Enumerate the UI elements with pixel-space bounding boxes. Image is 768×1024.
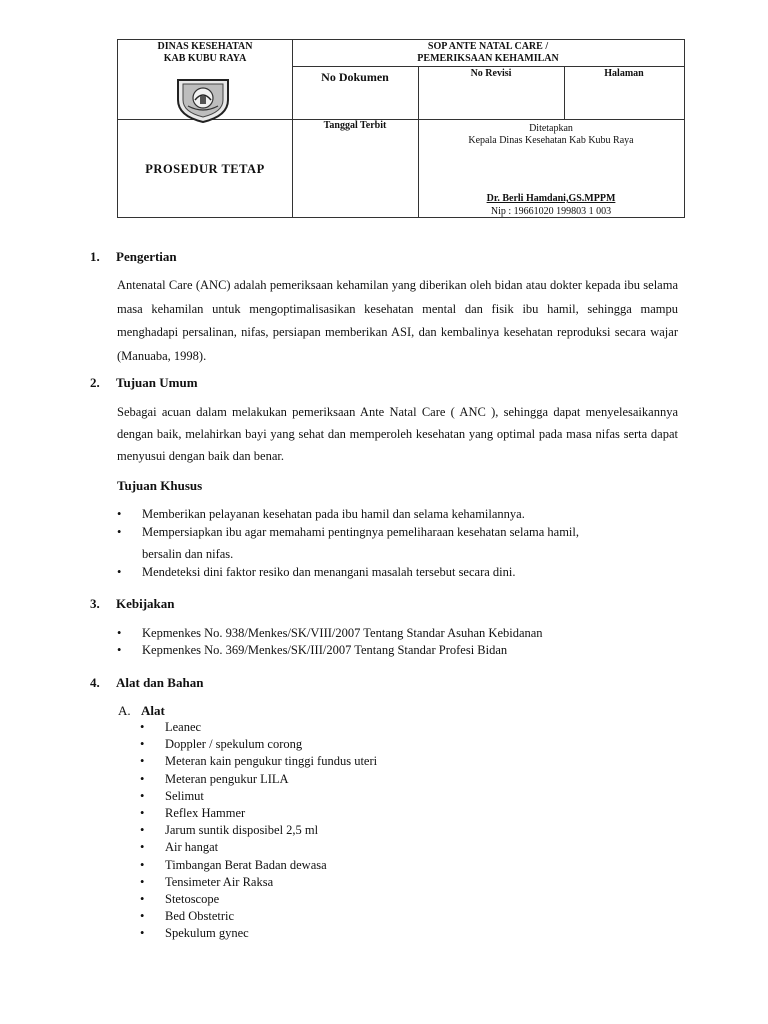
list-item-text: Air hangat (165, 840, 219, 855)
bullet-icon: • (117, 626, 122, 640)
section-title: Pengertian (116, 249, 177, 264)
agency-line2: KAB KUBU RAYA (163, 53, 247, 64)
bullet-icon: • (140, 874, 145, 889)
bullet-icon: • (140, 840, 145, 855)
section-1-heading (90, 249, 177, 265)
list-item-text: Bed Obstetric (165, 909, 235, 924)
kepala-dinas-label: Kepala Dinas Kesehatan Kab Kubu Raya (468, 135, 634, 146)
bullet-icon: • (117, 565, 122, 579)
section-title: Kebijakan (116, 596, 175, 611)
section-number: 4. (90, 675, 100, 690)
prosedur-tetap-label: PROSEDUR TETAP (145, 162, 265, 176)
tujuan-khusus-heading: Tujuan Khusus (117, 478, 203, 493)
list-item-text: Reflex Hammer (165, 806, 246, 820)
list-item-text: Doppler / spekulum corong (165, 737, 303, 752)
alat-subheading (118, 703, 165, 719)
section-2-heading (90, 375, 198, 391)
list-item-text: Leanec (165, 720, 202, 734)
tujuan-umum-paragraph: Sebagai acuan dalam melakukan pemeriksaan Ante Natal Care ( ANC ), sehingga dapat menyelesaikannya dengan baik, melahirkan bayi yang sehat dan memperoleh kesehatan yang optimal pada masa nifas serta dapat menyusui dengan baik dan benar. (117, 405, 678, 463)
bullet-icon: • (140, 737, 145, 752)
bullet-icon: • (140, 857, 145, 872)
section-title: Alat dan Bahan (116, 675, 204, 690)
halaman-label: Halaman (604, 68, 644, 79)
bullet-icon: • (140, 892, 145, 906)
section-number: 1. (90, 249, 100, 264)
bullet-icon: • (117, 643, 122, 657)
pengertian-paragraph: Antenatal Care (ANC) adalah pemeriksaan kehamilan yang diberikan oleh bidan atau dokter kepada ibu selama masa kehamilan untuk mengoptimalisasikan kesehatan mental dan fisik ibu hamil, sehingga mampu menghadapi persalinan, nifas, persiapan memberikan ASI, dan kembalinya kesehatan reproduksi secara wajar (Manuaba, 1998). (117, 278, 678, 363)
list-item-text: Timbangan Berat Badan dewasa (165, 857, 327, 872)
section-3-heading (90, 596, 175, 612)
bullet-icon: • (140, 720, 145, 734)
header-table (117, 39, 685, 218)
bullet-icon: • (140, 926, 145, 941)
list-item-text: Meteran pengukur LILA (165, 771, 289, 786)
bullet-icon: • (140, 909, 145, 924)
document-title-line2: PEMERIKSAAN KEHAMILAN (417, 53, 559, 64)
tanggal-terbit-label: Tanggal Terbit (323, 120, 387, 131)
bullet-icon: • (117, 525, 122, 539)
section-4-heading (90, 675, 203, 691)
no-revisi-label: No Revisi (470, 68, 512, 79)
alat-letter: A. (118, 703, 131, 718)
bullet-icon: • (140, 823, 145, 838)
section-number: 2. (90, 375, 100, 390)
kubu-raya-emblem-icon (174, 76, 232, 124)
section-title: Tujuan Umum (116, 375, 198, 390)
signatory-name: Dr. Berli Hamdani,GS.MPPM (486, 193, 616, 204)
agency-line1: DINAS KESEHATAN (157, 41, 253, 52)
list-item-text: Stetoscope (165, 892, 220, 906)
list-item-text: Spekulum gynec (165, 926, 249, 941)
list-item-text: Meteran kain pengukur tinggi fundus uteri (165, 754, 378, 769)
bullet-icon: • (140, 806, 145, 820)
list-item-text: Selimut (165, 788, 204, 803)
bullet-icon: • (140, 754, 145, 769)
list-item-text: Jarum suntik disposibel 2,5 ml (165, 823, 319, 838)
bullet-icon: • (140, 771, 145, 786)
ditetapkan-label: Ditetapkan (529, 123, 573, 134)
alat-title: Alat (141, 703, 165, 718)
signatory-nip: Nip : 19661020 199803 1 003 (490, 206, 612, 217)
document-page: DINAS KESEHATAN KAB KUBU RAYA SOP ANTE NATAL CARE / PEMERIKSAAN KEHAMILAN No Dokumen No Revisi Halaman PROSEDUR TETAP Tanggal Terbit Ditetapkan Kepala Dinas Kesehatan Kab Kubu Raya Dr. Berli Hamdani,GS.MPPM Nip : 19661020 199803 1 003 1. Pengertian Antenatal Care (ANC) adalah pemeriksaan kehamilan yang diberikan oleh bidan atau dokter kepada ibu selama masa kehamilan untuk mengoptimalisasikan kesehatan mental dan fisik ibu hamil, sehingga mampu menghadapi persalinan, nifas, persiapan memberikan ASI, dan kembalinya kesehatan reproduksi secara wajar (Manuaba, 1998). 2. Tujuan Umum Sebagai acuan dalam melakukan pemeriksaan Ante Natal Care ( ANC ), sehingga dapat menyelesaikannya dengan baik, melahirkan bayi yang sehat dan memperoleh kesehatan yang optimal pada masa nifas serta dapat menyusui dengan baik dan benar. Tujuan Khusus • Memberikan pelayanan kesehatan pada ibu hamil dan selama kehamilannya. • Mempersiapkan ibu agar memahami pentingnya pemeliharaan kesehatan selama hamil, bersalin dan nifas. • Mendeteksi dini faktor resiko dan menangani masalah tersebut secara dini. 3. Kebijakan • Kepmenkes No. 938/Menkes/SK/VIII/2007 Tentang Standar Asuhan Kebidanan • Kepmenkes No. 369/Menkes/SK/III/2007 Tentang Standar Profesi Bidan 4. Alat dan Bahan A. Alat • Leanec • Doppler / spekulum corong • Meteran kain pengukur tinggi fundus uteri • Meteran pengukur LILA • Selimut • Reflex Hammer • Jarum suntik disposibel 2,5 ml • Air hangat • Timbangan Berat Badan dewasa • Tensimeter Air Raksa • Stetoscope • Bed Obstetric • Spekulum gynec (0, 0, 768, 1024)
bullet-icon: • (140, 788, 145, 803)
no-dokumen-label: No Dokumen (321, 70, 389, 84)
document-title-line1: SOP ANTE NATAL CARE / (427, 41, 549, 52)
list-item-text: Tensimeter Air Raksa (165, 874, 274, 889)
bullet-icon: • (117, 507, 122, 521)
section-number: 3. (90, 596, 100, 611)
